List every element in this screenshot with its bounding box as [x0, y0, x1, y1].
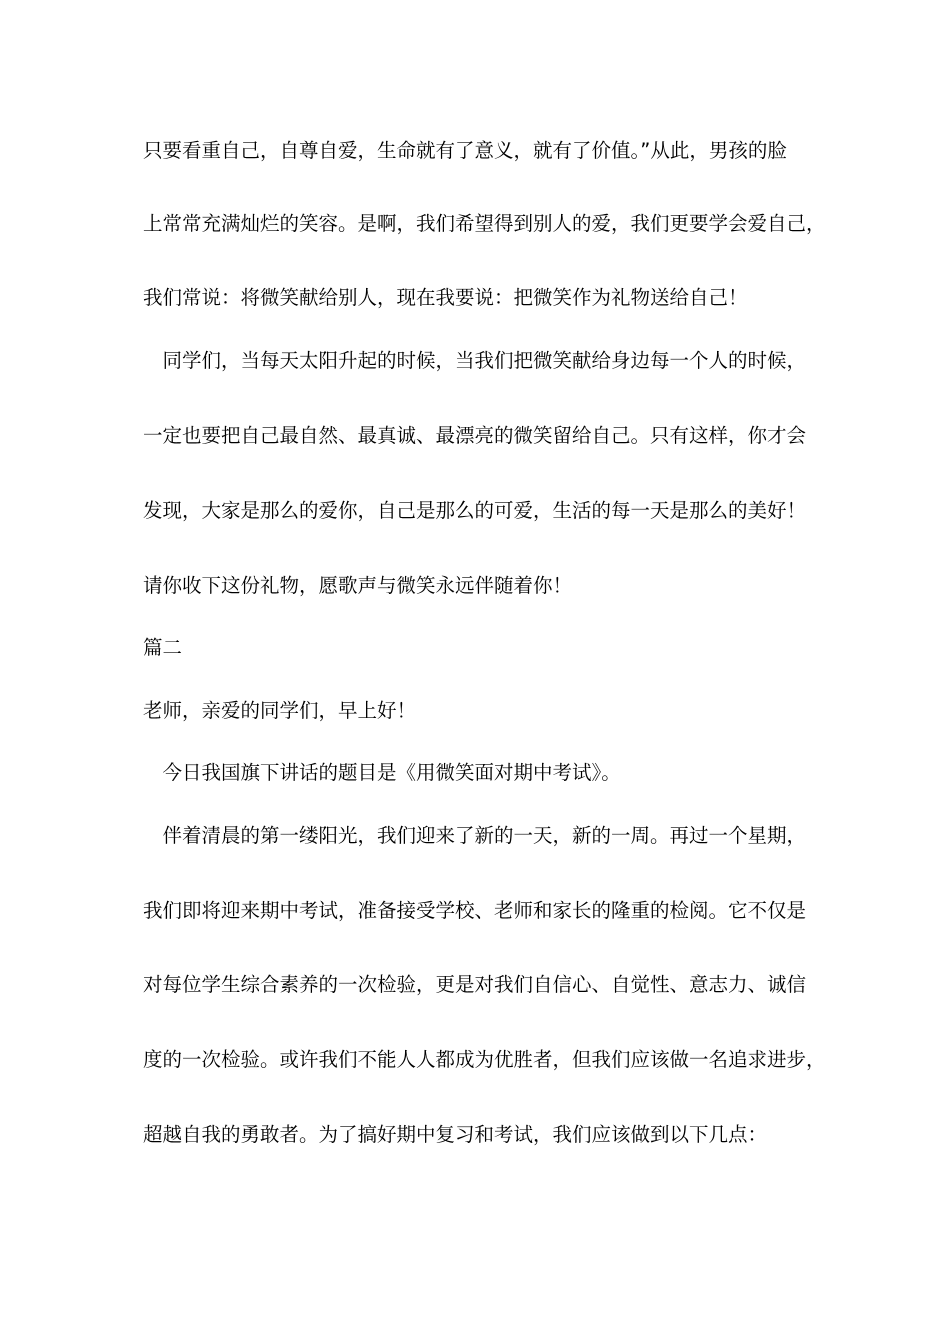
- paragraph-line: 对每位学生综合素养的一次检验，更是对我们自信心、自觉性、意志力、诚信: [143, 973, 807, 996]
- paragraph-line: 度的一次检验。或许我们不能人人都成为优胜者，但我们应该做一名追求进步，: [143, 1048, 826, 1071]
- paragraph-line: 请你收下这份礼物，愿歌声与微笑永远伴随着你！: [143, 574, 573, 597]
- paragraph-line: 我们即将迎来期中考试，准备接受学校、老师和家长的隆重的检阅。它不仅是: [143, 899, 807, 922]
- section-heading: 篇二: [143, 636, 183, 659]
- greeting-line: 老师，亲爱的同学们，早上好！: [143, 699, 417, 722]
- paragraph-line: 只要看重自己，自尊自爱，生命就有了意义，就有了价值。”从此，男孩的脸: [143, 139, 787, 162]
- paragraph-line: 同学们，当每天太阳升起的时候，当我们把微笑献给身边每一个人的时候，: [143, 349, 807, 372]
- paragraph-line: 一定也要把自己最自然、最真诚、最漂亮的微笑留给自己。只有这样，你才会: [143, 424, 807, 447]
- paragraph-line: 伴着清晨的第一缕阳光，我们迎来了新的一天，新的一周。再过一个星期，: [143, 824, 807, 847]
- paragraph-line: 超越自我的勇敢者。为了搞好期中复习和考试，我们应该做到以下几点：: [143, 1123, 768, 1146]
- paragraph-line: 发现，大家是那么的爱你，自己是那么的可爱，生活的每一天是那么的美好！: [143, 499, 807, 522]
- paragraph-line: 上常常充满灿烂的笑容。是啊，我们希望得到别人的爱，我们更要学会爱自己，: [143, 212, 826, 235]
- paragraph-line: 我们常说：将微笑献给别人，现在我要说：把微笑作为礼物送给自己！: [143, 286, 748, 309]
- paragraph-line: 今日我国旗下讲话的题目是《用微笑面对期中考试》。: [143, 761, 621, 784]
